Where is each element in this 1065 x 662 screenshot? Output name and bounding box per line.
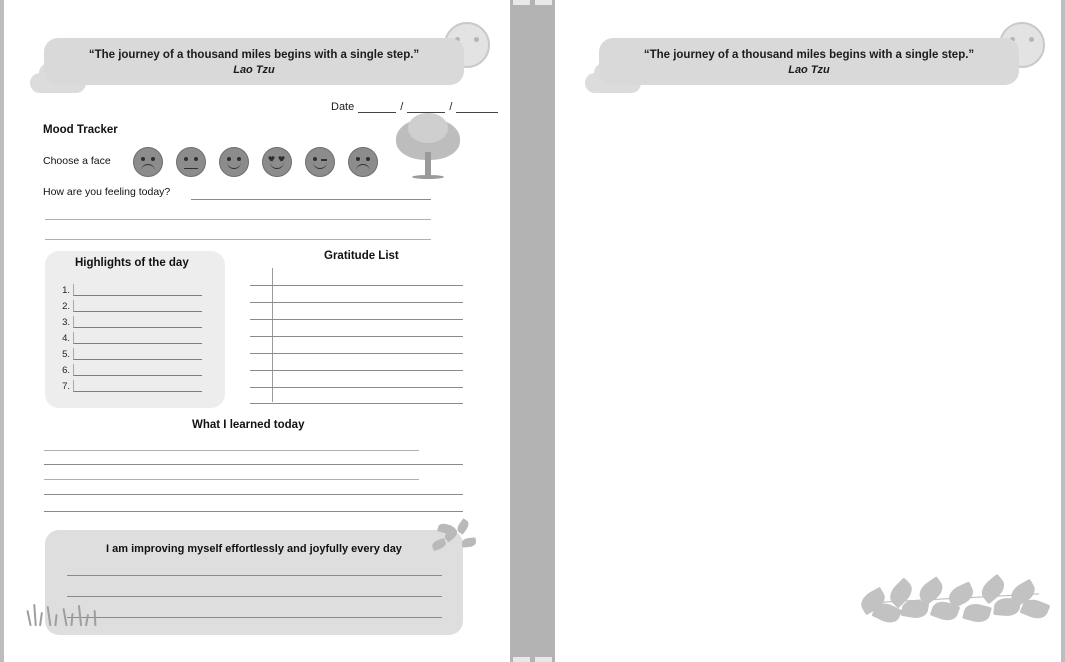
date-month-input[interactable] xyxy=(407,100,445,113)
face-smile-icon[interactable] xyxy=(219,147,249,177)
feeling-answer-line-1[interactable] xyxy=(191,199,431,200)
gratitude-line-5[interactable] xyxy=(250,353,463,354)
learned-line-2[interactable] xyxy=(44,464,463,465)
vine-leaves-icon xyxy=(860,570,1050,630)
gratitude-line-6[interactable] xyxy=(250,370,463,371)
gratitude-margin-rule xyxy=(272,268,273,402)
date-day-input[interactable] xyxy=(358,100,396,113)
highlight-input-5[interactable] xyxy=(73,348,202,360)
highlight-input-3[interactable] xyxy=(73,316,202,328)
gutter-notch-top-right xyxy=(535,0,552,5)
quote-author: Lao Tzu xyxy=(788,64,830,77)
quote-banner xyxy=(44,38,464,85)
feeling-answer-line-3[interactable] xyxy=(45,239,431,240)
feeling-answer-line-2[interactable] xyxy=(45,219,431,220)
choose-a-face-label: Choose a face xyxy=(43,155,111,167)
page-edge-left xyxy=(0,0,4,662)
page-right xyxy=(555,0,1065,662)
learned-line-3[interactable] xyxy=(44,479,419,480)
face-frown-icon[interactable] xyxy=(348,147,378,177)
learned-line-4[interactable] xyxy=(44,494,463,495)
gutter-notch-bottom-left xyxy=(513,657,530,662)
gratitude-line-4[interactable] xyxy=(250,336,463,337)
date-field[interactable] xyxy=(331,100,498,113)
face-heart-eyes-icon[interactable] xyxy=(262,147,292,177)
highlight-number-7: 7. xyxy=(62,381,70,392)
quote-text: “The journey of a thousand miles begins with a single step.” xyxy=(88,49,420,61)
highlight-item-3[interactable] xyxy=(56,316,202,328)
highlight-item-5[interactable] xyxy=(56,348,202,360)
face-sad-icon[interactable] xyxy=(133,147,163,177)
quote-author: Lao Tzu xyxy=(233,64,275,77)
highlight-item-1[interactable] xyxy=(56,284,202,296)
highlight-number-2: 2. xyxy=(62,301,70,312)
highlight-item-2[interactable] xyxy=(56,300,202,312)
quote-text: “The journey of a thousand miles begins with a single step.” xyxy=(643,49,975,61)
mood-tracker-title: Mood Tracker xyxy=(43,124,118,136)
affirmation-line-1[interactable] xyxy=(67,575,442,576)
highlight-item-4[interactable] xyxy=(56,332,202,344)
date-separator-2: / xyxy=(449,101,453,113)
highlight-number-1: 1. xyxy=(62,285,70,296)
feeling-question-label: How are you feeling today? xyxy=(43,186,171,198)
affirmation-text: I am improving myself effortlessly and joyfully every day xyxy=(106,543,402,555)
learned-line-5[interactable] xyxy=(44,511,463,512)
gratitude-line-8[interactable] xyxy=(250,403,463,404)
date-separator-1: / xyxy=(400,101,404,113)
quote-banner xyxy=(599,38,1019,85)
gratitude-title: Gratitude List xyxy=(324,250,399,262)
face-neutral-icon[interactable] xyxy=(176,147,206,177)
page-left xyxy=(0,0,510,662)
gutter-notch-bottom-right xyxy=(535,657,552,662)
gutter-notch-top-left xyxy=(513,0,530,5)
affirmation-line-2[interactable] xyxy=(67,596,442,597)
highlight-input-6[interactable] xyxy=(73,364,202,376)
affirmation-line-3[interactable] xyxy=(67,617,442,618)
highlights-title: Highlights of the day xyxy=(75,257,189,269)
gratitude-line-7[interactable] xyxy=(250,387,463,388)
mood-face-row[interactable] xyxy=(133,147,378,177)
gratitude-line-2[interactable] xyxy=(250,302,463,303)
highlight-input-7[interactable] xyxy=(73,380,202,392)
highlight-number-4: 4. xyxy=(62,333,70,344)
date-label: Date xyxy=(331,101,355,113)
highlight-number-6: 6. xyxy=(62,365,70,376)
face-wink-icon[interactable] xyxy=(305,147,335,177)
learned-line-1[interactable] xyxy=(44,450,419,451)
highlight-input-1[interactable] xyxy=(73,284,202,296)
highlight-item-6[interactable] xyxy=(56,364,202,376)
gratitude-line-3[interactable] xyxy=(250,319,463,320)
leaf-sprig-icon xyxy=(430,518,482,560)
highlight-number-5: 5. xyxy=(62,349,70,360)
grass-icon xyxy=(24,600,104,626)
highlight-input-2[interactable] xyxy=(73,300,202,312)
gratitude-line-1[interactable] xyxy=(250,285,463,286)
highlight-item-7[interactable] xyxy=(56,380,202,392)
learned-title: What I learned today xyxy=(192,419,305,431)
highlight-number-3: 3. xyxy=(62,317,70,328)
highlight-input-4[interactable] xyxy=(73,332,202,344)
page-edge-right xyxy=(1061,0,1065,662)
spread-gutter xyxy=(510,0,555,662)
tree-icon xyxy=(392,118,464,180)
date-year-input[interactable] xyxy=(456,100,498,113)
